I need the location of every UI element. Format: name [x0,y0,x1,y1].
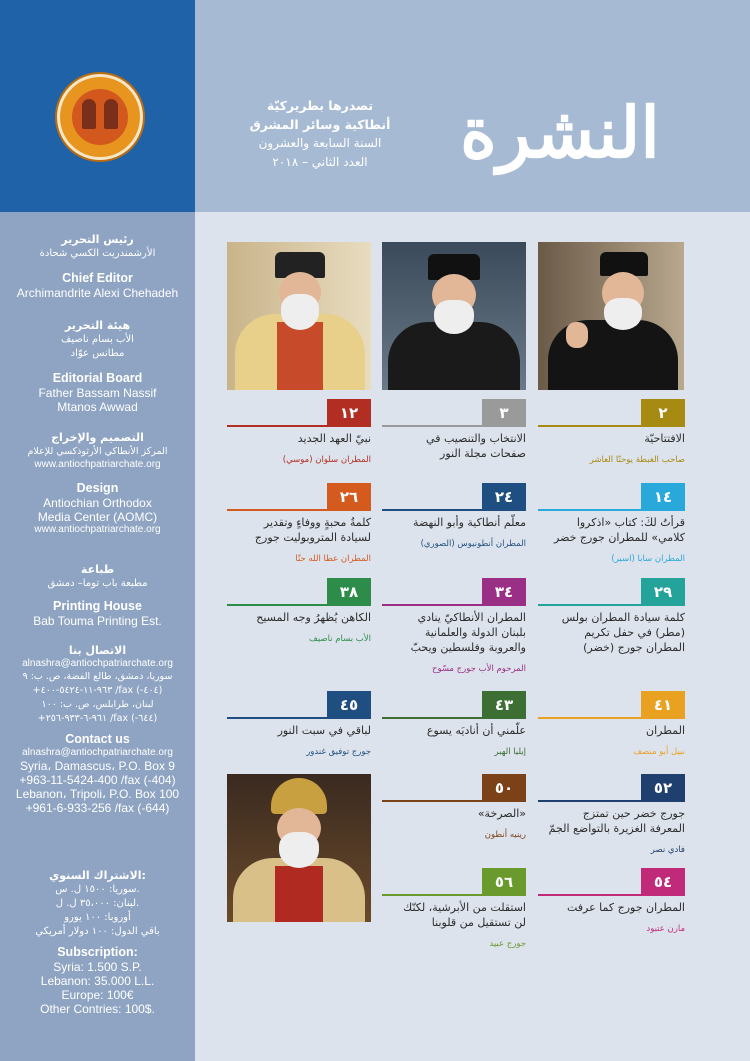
article-author: رينيه أنطون [484,830,526,840]
article-page-number: ٥٢ [641,774,685,802]
article-page-number: ٥٠ [482,774,526,802]
article-title-line: (مطر) في حفل تكريم [584,626,685,639]
contact-ar-line-2: +٩٦٣-١١-٥٤٢٤-٤٠٠ /fax (-٤٠٤) [32,685,163,696]
article-title [382,431,526,461]
chief-editor-ar-heading: رئيس التحرير [61,233,134,246]
article-title-line: الكاهن يُظهرُ وجه المسيح [256,611,371,624]
article-title-line: «الصرخة» [477,807,526,820]
article-entry[interactable] [382,483,526,549]
article-page-number: ٣٨ [327,578,371,606]
article-title [382,900,526,930]
article-title-line: المعرفة الغزيرة بالتواضع الجمّ [548,822,685,835]
contact-block [0,643,195,815]
article-title [538,610,685,655]
contact-email-2[interactable]: alnashra@antiochpatriarchate.org [22,747,173,758]
article-title [382,515,526,530]
printing-en-heading: Printing House [53,599,142,613]
subscription-block [0,868,195,1016]
article-page-number: ٤٥ [327,691,371,719]
article-author: جورج توفيق غندور [306,747,371,757]
subscription-ar-1: سوريا: ١٥٠٠ ل. س. [55,884,140,895]
article-author: إيليا الهبر [494,747,526,757]
article-page-number: ٢٦ [327,483,371,511]
article-page-number: ٥٦ [482,868,526,896]
article-entry[interactable] [227,578,371,644]
article-title [538,806,685,836]
article-title-line: لباقي في سبت النور [277,724,371,737]
article-author: مارن عتبود [646,924,685,934]
article-page-number: ٣٤ [482,578,526,606]
publisher-line-1: تصدرها بطريركيّة [266,98,374,113]
article-title-line: كلمةُ محبةٍ ووفاءٍ وتقدير [263,516,371,529]
subscription-ar-heading: الاشتراك السنوي: [49,869,146,882]
contact-ar-line-1: سوريا، دمشق، طالع الفضة، ص. ب: ٩ [22,671,173,682]
article-entry[interactable] [382,868,526,949]
article-page-number: ٤١ [641,691,685,719]
design-website-2[interactable]: www.antiochpatriarchate.org [34,524,161,535]
printing-ar-heading: طباعة [80,563,115,576]
design-ar-heading: التصميم والإخراج [51,431,144,444]
article-title-line: المطران جورج (خضر) [583,641,685,654]
article-title-line: كلامي» للمطران جورج خضر [554,531,685,544]
article-author: المطران أنطونيوس (الصوري) [420,539,526,549]
article-page-number: ٢٩ [641,578,685,606]
article-title-line: استقلت من الأبرشية، لكنّك [403,901,526,914]
publication-issue: العدد الثاني – ٢٠١٨ [272,155,368,169]
photo-bishop-4 [227,774,371,922]
article-title-line: علّمني أن أناديَه يسوع [426,724,526,737]
article-title [382,806,526,821]
article-title [538,900,685,915]
board-ar-member-2: مطانس عوّاد [70,348,125,359]
photo-bishop-2 [382,242,526,390]
article-entry[interactable] [538,774,685,855]
subscription-en-heading: Subscription: [57,945,138,959]
article-entry[interactable] [538,868,685,934]
article-title-line: جورج خضر حين تمتزج [582,807,685,820]
contact-email-1[interactable]: alnashra@antiochpatriarchate.org [22,658,173,669]
article-entry[interactable] [382,578,526,674]
church-seal-logo [57,74,143,160]
article-entry[interactable] [538,483,685,564]
photo-bishop-3 [538,242,684,390]
chief-editor-block [0,232,195,300]
article-author: المطران سلوان (موسي) [282,455,371,465]
photo-bishop-1 [227,242,371,390]
article-title [538,723,685,738]
contact-ar-heading: الاتصال بنا [68,644,127,657]
article-page-number: ٤٣ [482,691,526,719]
publisher-line-2: أنطاكية وسائر المشرق [249,117,391,132]
article-title [538,431,685,446]
article-title-line: بلبنان الدولة والعلمانية [424,626,526,639]
masthead-title: النشرة [460,91,660,174]
article-author: جورج عبيد [489,939,526,949]
article-title [538,515,685,545]
article-author: الأب بسام ناصيف [309,634,371,644]
article-author: المطران عطا الله حنّا [295,554,371,564]
article-entry[interactable] [538,691,685,757]
board-ar-heading: هيئة التحرير [64,319,131,332]
article-title-line: قرأتُ لكَ: كتاب «اذكروا [576,516,685,529]
design-block [0,430,195,536]
article-entry[interactable] [538,578,685,654]
contact-en-line-3: Lebanon، Tripoli، P.O. Box 100 [15,787,180,801]
article-page-number: ٢ [641,399,685,427]
article-title [227,431,371,446]
contact-en-line-2: +963-11-5424-400 /fax (-404) [19,773,176,787]
article-page-number: ٥٤ [641,868,685,896]
article-author: فادي نصر [650,845,685,855]
article-title [227,610,371,625]
printing-ar-name: مطبعة باب توما– دمشق [47,578,148,589]
chief-editor-ar-name: الأرشمندريت الكسي شحادة [39,248,156,259]
subscription-en-3: Europe: 100€ [61,988,134,1002]
article-entry[interactable] [538,399,685,465]
subscription-en-4: Other Contries: 100$. [40,1002,155,1016]
board-en-member-1: Father Bassam Nassif [38,386,157,400]
article-title-line: الانتخاب والتنصيب في [426,432,526,445]
subscription-ar-2: لبنان: ٣٥،٠٠٠ ل. ل. [55,898,140,909]
editorial-board-block [0,318,195,414]
article-author: نبيل أبو منصف [633,747,685,757]
contact-en-line-4: +961-6-933-256 /fax (-644) [25,801,170,815]
article-title [382,723,526,738]
article-title-line: لسيادة المتروبوليت جورج [254,531,371,544]
article-page-number: ٣ [482,399,526,427]
article-author: المرحوم الأب جورج مسّوح [431,664,526,674]
subscription-ar-4: باقي الدول: ١٠٠ دولار أمريكي [35,926,160,937]
design-en-heading: Design [76,481,119,495]
article-title [227,723,371,738]
article-title-line: المطران جورج كما عرفت [566,901,685,914]
contact-en-line-1: Syria، Damascus، P.O. Box 9 [20,759,175,773]
article-title-line: الافتتاحيّة [644,432,685,445]
publication-info [215,96,425,172]
board-en-heading: Editorial Board [52,371,143,385]
design-ar-name: المركز الأنطاكي الأرثوذكسي للإعلام [27,446,168,457]
subscription-en-2: Lebanon: 35.000 L.L. [40,974,155,988]
article-author: المطران سابا (اسبر) [611,554,685,564]
design-en-line-2: Media Center (AOMC) [37,510,158,524]
design-website-1[interactable]: www.antiochpatriarchate.org [34,459,161,470]
contact-ar-line-3: لبنان، طرابلس، ص. ب: ١٠٠ [41,699,154,710]
article-entry[interactable] [382,691,526,757]
article-page-number: ١٤ [641,483,685,511]
article-title [382,610,526,655]
printing-block [0,562,195,628]
subscription-en-1: Syria: 1.500 S.P. [53,960,142,974]
article-title-line: صفحات مجلة النور [440,447,526,460]
contact-ar-line-4: +٩٦١-٦-٩٣٣-٢٥٦ /fax (-٦٤٤) [37,713,158,724]
article-title-line: المطران الأنطاكيّ ينادي [417,611,526,624]
article-title-line: المطران [646,724,685,737]
article-title-line: والعروبة وفلسطين ويحبّ [410,641,526,654]
publication-year: السنة السابعة والعشرون [258,136,382,150]
article-author: صاحب الغبطة يوحنّا العاشر [589,455,685,465]
article-page-number: ١٢ [327,399,371,427]
article-entry[interactable] [227,399,371,465]
article-entry[interactable] [227,483,371,564]
chief-editor-en-name: Archimandrite Alexi Chehadeh [16,286,179,300]
article-title-line: كلمة سيادة المطران بولس [561,611,685,624]
article-title-line: لن تستقيل من قلوبنا [431,916,526,929]
sidebar [0,0,195,1061]
article-title-line: معلّم أنطاكية وأبو النهضة [413,516,526,529]
design-en-line-1: Antiochian Orthodox [43,496,152,510]
board-ar-member-1: الأب بسام ناصيف [61,334,134,345]
chief-editor-en-heading: Chief Editor [62,271,133,285]
article-page-number: ٢٤ [482,483,526,511]
article-entry[interactable] [227,691,371,757]
contact-en-heading: Contact us [65,732,130,746]
sidebar-logo-box [0,0,195,212]
article-entry[interactable] [382,774,526,840]
printing-en-name: Bab Touma Printing Est. [33,614,162,628]
subscription-ar-3: أوروبا: ١٠٠ يورو [64,912,131,923]
article-entry[interactable] [382,399,526,460]
board-en-member-2: Mtanos Awwad [57,400,138,414]
article-title-line: نبيّ العهد الجديد [297,432,371,445]
article-title [227,515,371,545]
